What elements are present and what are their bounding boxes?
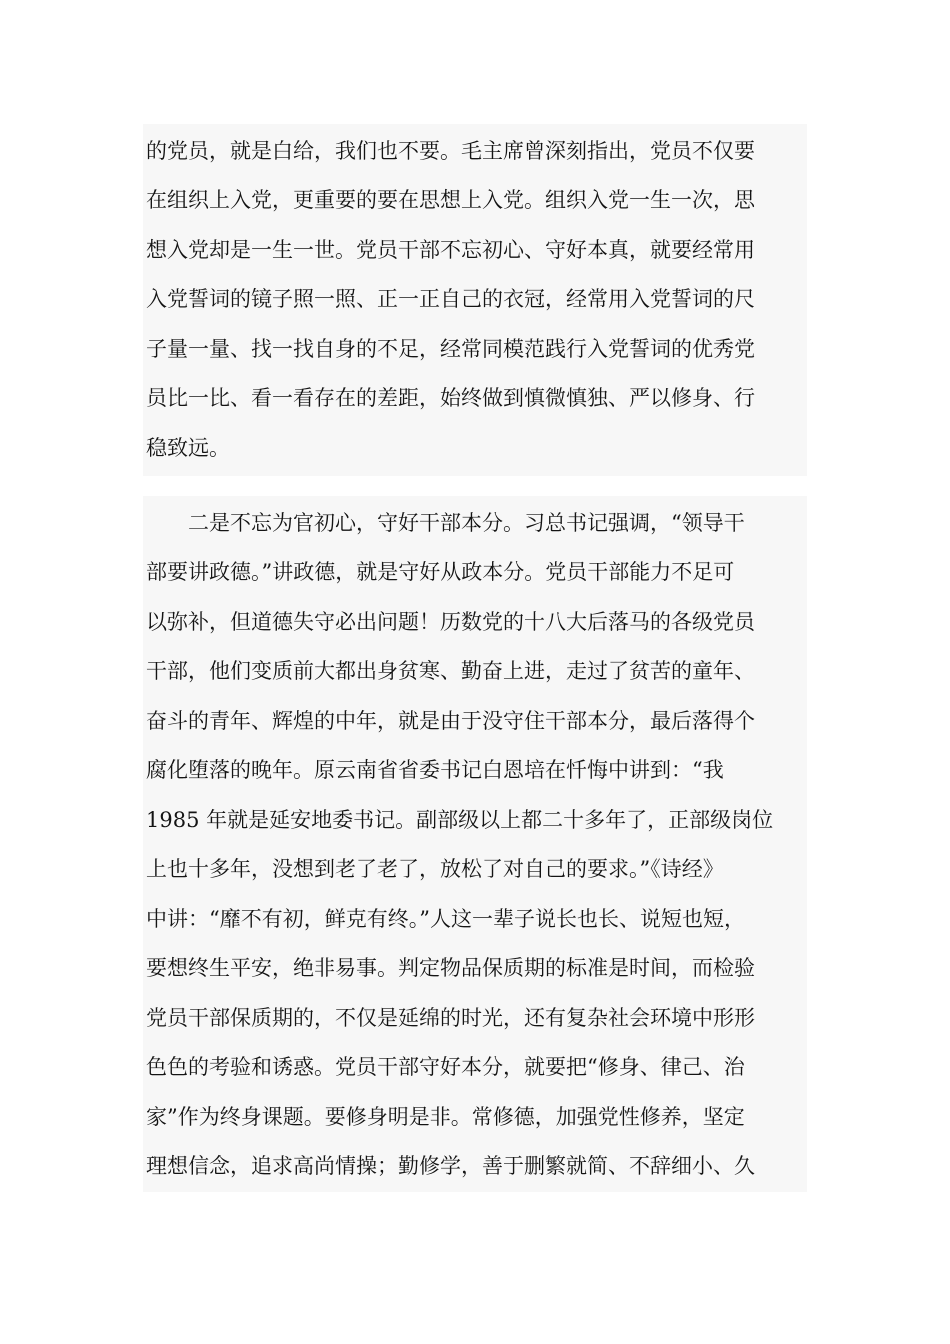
text-line: 想入党却是一生一世。党员干部不忘初心、守好本真，就要经常用 <box>146 238 755 262</box>
text-line: 1985 年就是延安地委书记。副部级以上都二十多年了，正部级岗位 <box>146 808 774 832</box>
text-line: 色色的考验和诱惑。党员干部守好本分，就要把“修身、律己、治 <box>146 1055 745 1079</box>
text-line: 员比一比、看一看存在的差距，始终做到慎微慎独、严以修身、行 <box>146 386 755 410</box>
text-line: 腐化堕落的晚年。原云南省省委书记白恩培在忏悔中讲到：“我 <box>146 758 724 782</box>
text-line: 党员干部保质期的，不仅是延绵的时光，还有复杂社会环境中形形 <box>146 1006 755 1030</box>
text-line: 部要讲政德。”讲政德，就是守好从政本分。党员干部能力不足可 <box>146 560 735 584</box>
text-line: 以弥补，但道德失守必出问题！历数党的十八大后落马的各级党员 <box>146 610 755 634</box>
text-line: 的党员，就是白给，我们也不要。毛主席曾深刻指出，党员不仅要 <box>146 139 755 163</box>
text-line: 二是不忘为官初心，守好干部本分。习总书记强调，“领导干 <box>146 511 745 535</box>
text-line: 要想终生平安，绝非易事。判定物品保质期的标准是时间，而检验 <box>146 956 755 980</box>
text-line: 理想信念，追求高尚情操；勤修学，善于删繁就简、不辞细小、久 <box>146 1154 755 1178</box>
text-line: 家”作为终身课题。要修身明是非。常修德，加强党性修养，坚定 <box>146 1105 745 1129</box>
text-line: 稳致远。 <box>146 436 230 460</box>
text-line: 干部，他们变质前大都出身贫寒、勤奋上进，走过了贫苦的童年、 <box>146 659 755 683</box>
paragraph-1 <box>143 124 807 476</box>
text-line: 中讲：“靡不有初，鲜克有终。”人这一辈子说长也长、说短也短， <box>146 907 745 931</box>
text-line: 在组织上入党，更重要的要在思想上入党。组织入党一生一次，思 <box>146 188 755 212</box>
text-line: 上也十多年，没想到老了老了，放松了对自己的要求。”《诗经》 <box>146 857 724 881</box>
text-line: 子量一量、找一找自身的不足，经常同模范践行入党誓词的优秀党 <box>146 337 755 361</box>
text-line: 入党誓词的镜子照一照、正一正自己的衣冠，经常用入党誓词的尺 <box>146 287 755 311</box>
paragraph-2 <box>143 496 807 1192</box>
text-line: 奋斗的青年、辉煌的中年，就是由于没守住干部本分，最后落得个 <box>146 709 755 733</box>
